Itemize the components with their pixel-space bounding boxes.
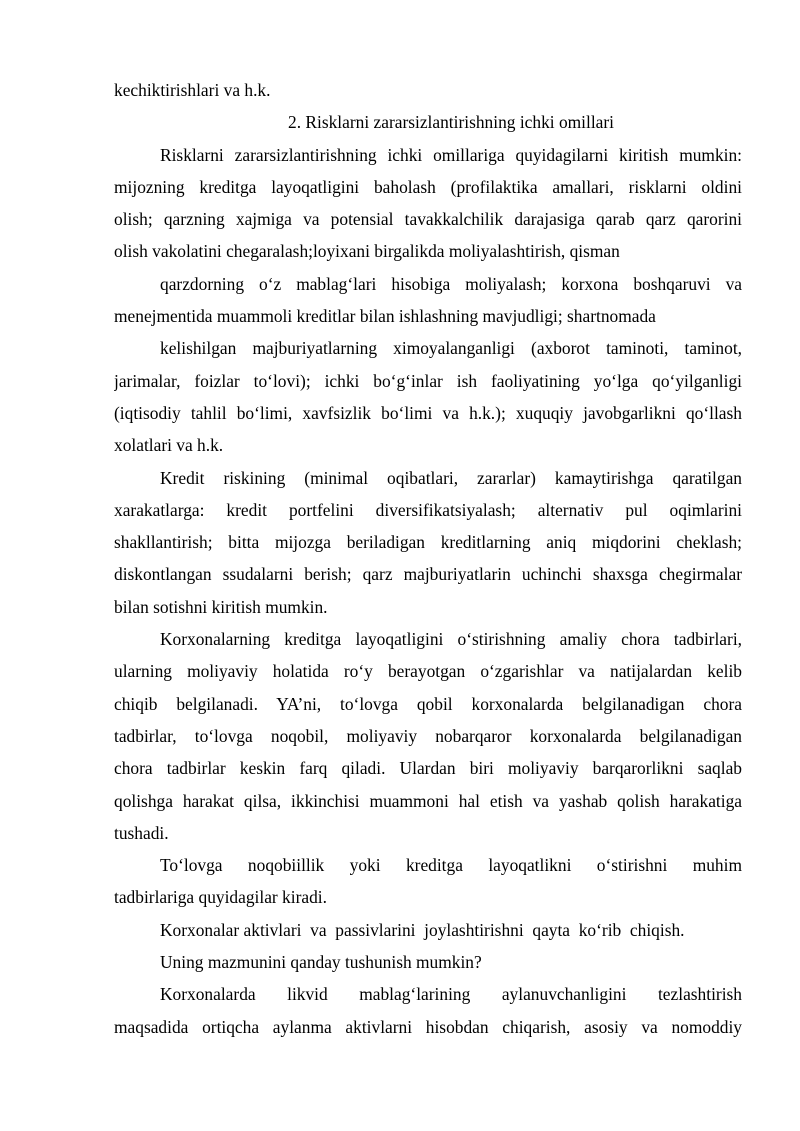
text-line: xarakatlarga: kredit portfelini diversifikatsiyalash; alternativ pul oqimlarini [114, 499, 742, 520]
text-line: Korxonalarning kreditga layoqatligini o‘stirishning amaliy chora tadbirlari, [160, 629, 742, 650]
section-heading: 2. Risklarni zararsizlantirishning ichki omillari [288, 112, 614, 133]
text-line: tushadi. [114, 822, 169, 843]
text-line: chiqib belgilanadi. YA’ni, to‘lovga qobil korxonalarda belgilanadigan chora [114, 693, 742, 714]
text-line: kelishilgan majburiyatlarning ximoyalanganligi (axborot taminoti, taminot, [160, 338, 742, 359]
text-line: Risklarni zararsizlantirishning ichki omillariga quyidagilarni kiritish mumkin: [160, 144, 742, 165]
text-line: qolishga harakat qilsa, ikkinchisi muammoni hal etish va yashab qolish harakatiga [114, 790, 742, 811]
text-line: shakllantirish; bitta mijozga beriladigan kreditlarning aniq miqdorini cheklash; [114, 532, 742, 553]
text-line: jarimalar, foizlar to‘lovi); ichki bo‘g‘inlar ish faoliyatining yo‘lga qo‘yilganligi [114, 370, 742, 391]
text-line: maqsadida ortiqcha aylanma aktivlarni hisobdan chiqarish, asosiy va nomoddiy [114, 1016, 742, 1037]
text-line: diskontlangan ssudalarni berish; qarz majburiyatlarin uchinchi shaxsga chegirmalar [114, 564, 742, 585]
text-line: mijozning kreditga layoqatligini baholash (profilaktika amallari, risklarni oldini [114, 176, 742, 197]
text-line: Uning mazmunini qanday tushunish mumkin? [160, 952, 482, 973]
text-line: Kredit riskining (minimal oqibatlari, zararlar) kamaytirishga qaratilgan [160, 467, 742, 488]
text-line: (iqtisodiy tahlil bo‘limi, xavfsizlik bo‘limi va h.k.); xuquqiy javobgarlikni qo‘llash [114, 402, 742, 423]
text-line: bilan sotishni kiritish mumkin. [114, 596, 328, 617]
text-line: tadbirlariga quyidagilar kiradi. [114, 887, 327, 908]
text-line: xolatlari va h.k. [114, 435, 224, 456]
document-page [114, 74, 742, 1043]
text-line: To‘lovga noqobiillik yoki kreditga layoqatlikni o‘stirishni muhim [160, 855, 742, 876]
text-line: olish vakolatini chegaralash;loyixani birgalikda moliyalashtirish, qisman [114, 241, 620, 262]
text-line: kechiktirishlari va h.k. [114, 80, 271, 100]
text-line: olish; qarzning xajmiga va potensial tavakkalchilik darajasiga qarab qarz qarorini [114, 209, 742, 230]
text-line: Korxonalarda likvid mablag‘larining aylanuvchanligini tezlashtirish [160, 984, 742, 1005]
text-line: chora tadbirlar keskin farq qiladi. Ulardan biri moliyaviy barqarorlikni saqlab [114, 758, 742, 779]
text-line: ularning moliyaviy holatida ro‘y berayotgan o‘zgarishlar va natijalardan kelib [114, 661, 742, 682]
text-line: menejmentida muammoli kreditlar bilan ishlashning mavjudligi; shartnomada [114, 306, 656, 327]
text-line: qarzdorning o‘z mablag‘lari hisobiga moliyalash; korxona boshqaruvi va [160, 273, 742, 294]
text-line: Korxonalar aktivlari va passivlarini joylashtirishni qayta ko‘rib chiqish. [160, 919, 685, 940]
text-line: tadbirlar, to‘lovga noqobil, moliyaviy nobarqaror korxonalarda belgilanadigan [114, 725, 742, 746]
